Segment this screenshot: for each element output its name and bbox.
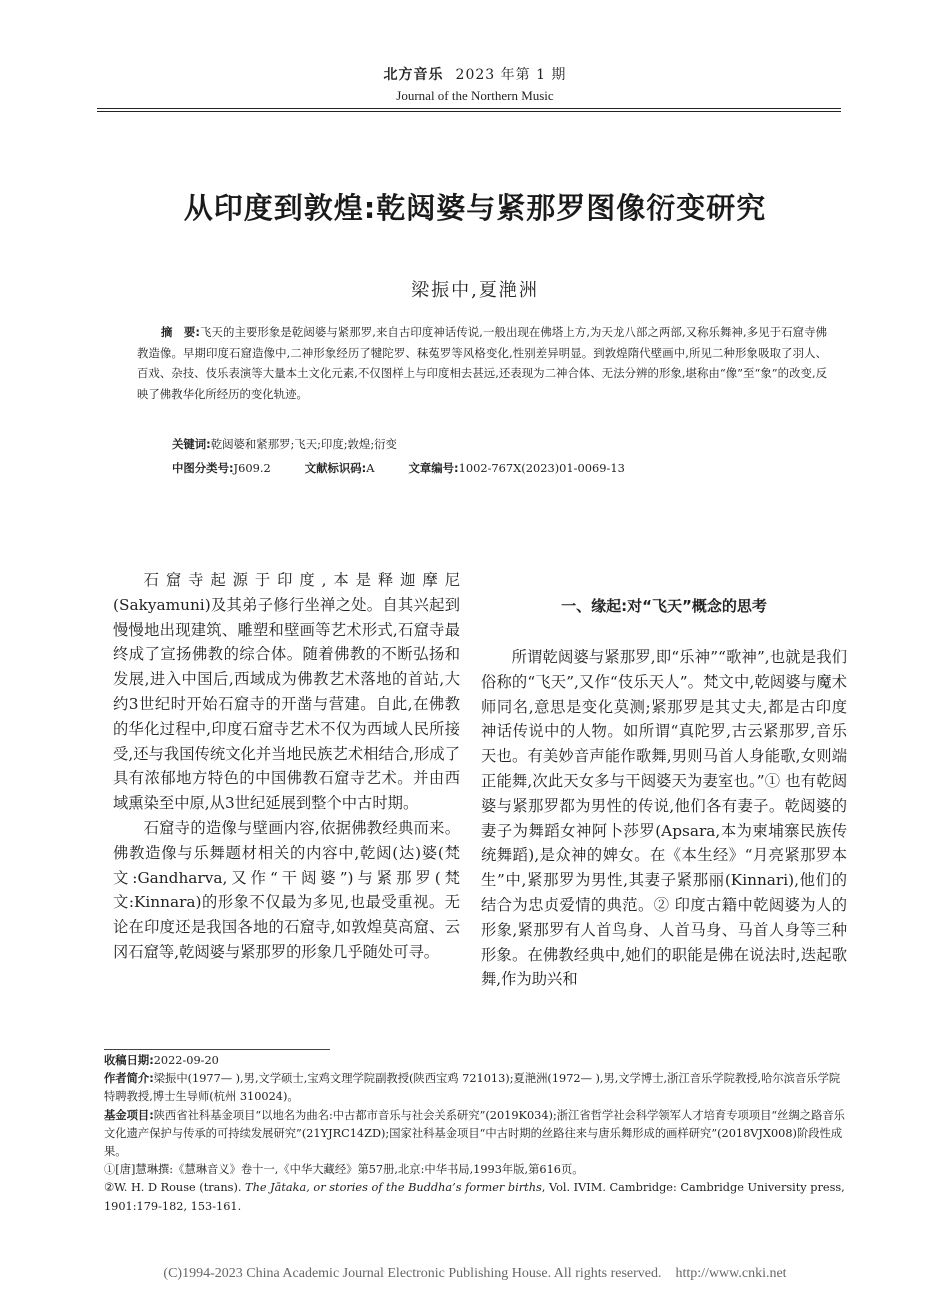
article-authors: 梁振中,夏滟洲 <box>411 280 539 301</box>
body-paragraph: 所谓乾闼婆与紧那罗,即“乐神”“歌神”,也就是我们俗称的“飞天”,又作“伎乐天人”。梵文中,乾闼婆与魔术师同名,意思是变化莫测;紧那罗是其丈夫,都是古印度神话传说中的人物。如所谓“真陀罗,古云紧那罗,音乐天也。有美妙音声能作歌舞,男则马首人身能歌,女则端正能舞,次此天女多与干闼婆天为妻室也。”① 也有乾闼婆与紧那罗都为男性的传说,他们各有妻子。乾闼婆的妻子为舞蹈女神阿卜莎罗(Apsara,本为柬埔寨民族传统舞蹈),是众神的婢女。在《本生经》“月亮紧那罗本生”中,紧那罗为男性,其妻子紧那丽(Kinnari),他们的结合为忠贞爱情的典范。② 印度古籍中乾闼婆为人的形象,紧那罗有人首鸟身、人首马身、马首人身等三种形象。在佛教经典中,她们的职能是佛在说法时,迭起歌舞,作为助兴和 <box>481 648 847 989</box>
footnote-2 <box>104 1179 848 1215</box>
copyright-line: (C)1994-2023 China Academic Journal Electronic Publishing House. All rights reserved. http://www.cnki.net <box>163 1266 787 1281</box>
author-bio-text: 梁振中(1977— ),男,文学硕士,宝鸡文理学院副教授(陕西宝鸡 721013);夏滟洲(1972— ),男,文学博士,浙江音乐学院教授,哈尔滨音乐学院特聘教授,博士生导师(杭州 310024)。 <box>104 1072 841 1104</box>
fund-text: 陕西省社科基金项目“以地名为曲名:中古都市音乐与社会关系研究”(2019K034);浙江省哲学社会科学领军人才培育专项项目“丝绸之路音乐文化遗产保护与传承的可持续发展研究”(21YJRC14ZD);国家社科基金项目“中古时期的丝路往来与唐乐舞形成的画样研究”(2018VJX008)阶段性成果。 <box>104 1108 845 1159</box>
clc-value: J609.2 <box>233 461 271 475</box>
footnote-2-part: ②W. H. D Rouse (trans). <box>104 1181 242 1195</box>
keywords-text: 乾闼婆和紧那罗;飞天;印度;敦煌;衍变 <box>210 437 397 451</box>
journal-name-english: Journal of the Northern Music <box>396 88 554 103</box>
article-title: 从印度到敦煌:乾闼婆与紧那罗图像衍变研究 <box>183 191 767 225</box>
doc-code-label: 文献标识码: <box>304 461 367 475</box>
footnote-1: ①[唐]慧琳撰:《慧琳音义》卷十一,《中华大藏经》第57册,北京:中华书局,1993年版,第616页。 <box>104 1163 584 1177</box>
classification-line <box>172 460 625 476</box>
footnote-rule <box>104 1049 330 1050</box>
received-value: 2022-09-20 <box>153 1054 219 1067</box>
received-date <box>104 1052 848 1070</box>
left-column <box>113 568 460 965</box>
abstract <box>137 322 827 404</box>
keywords-label: 关键词: <box>172 437 211 451</box>
doc-code-value: A <box>366 461 375 475</box>
clc-label: 中图分类号: <box>172 461 234 475</box>
header-rule <box>97 108 841 109</box>
journal-header <box>0 64 950 84</box>
received-label: 收稿日期: <box>104 1054 154 1067</box>
body-paragraph: 石窟寺起源于印度,本是释迦摩尼(Sakyamuni)及其弟子修行坐禅之处。自其兴起到慢慢地出现建筑、雕塑和壁画等艺术形式,石窟寺最终成了宣扬佛教的综合体。随着佛教的不断弘扬和发展,进入中国后,西域成为佛教艺术落地的首站,大约3世纪时开始石窟寺的开凿与营建。自此,在佛教的华化过程中,印度石窟寺艺术不仅为西域人民所接受,还与我国传统文化并当地民族艺术相结合,形成了具有浓郁地方特色的中国佛教石窟寺艺术。并由西域熏染至中原,从3世纪延展到整个中古时期。 <box>113 571 460 813</box>
body-paragraph: 石窟寺的造像与壁画内容,依据佛教经典而来。佛教造像与乐舞题材相关的内容中,乾闼(达)婆(梵文:Gandharva,又作“干闼婆”)与紧那罗(梵文:Kinnara)的形象不仅最为多见,也最受重视。无论在印度还是我国各地的石窟寺,如敦煌莫高窟、云冈石窟等,乾闼婆与紧那罗的形象几乎随处可寻。 <box>113 818 460 961</box>
footnote-2-part: , Vol. IVIM. Cambridge: Cambridge University press, 1901:179-182, 153-161. <box>104 1181 845 1213</box>
keywords <box>172 436 397 452</box>
journal-issue: 2023 年第 1 期 <box>455 67 567 83</box>
footnote-2-book-title: The Jātaka, or stories of the Buddha’s former births <box>245 1181 542 1195</box>
abstract-text: 飞天的主要形象是乾闼婆与紧那罗,来自古印度神话传说,一般出现在佛塔上方,为天龙八部之两部,又称乐舞神,多见于石窟寺佛教造像。早期印度石窟造像中,二神形象经历了犍陀罗、秣菟罗等风格变化,性别差异明显。到敦煌隋代壁画中,所见二种形象吸取了羽人、百戏、杂技、伎乐表演等大量本土文化元素,不仅图样上与印度相去甚远,还表现为二神合体、无法分辨的形象,堪称由“像”至“象”的改变,反映了佛教华化所经历的变化轨迹。 <box>137 325 827 401</box>
author-bio <box>104 1070 848 1106</box>
fund-info <box>104 1107 848 1162</box>
footnotes <box>104 1052 848 1216</box>
header-rule-second <box>97 111 841 112</box>
article-number-value: 1002-767X(2023)01-0069-13 <box>458 461 625 475</box>
abstract-label: 摘 要: <box>160 325 200 339</box>
journal-name: 北方音乐 <box>383 67 444 83</box>
fund-label: 基金项目: <box>104 1108 154 1122</box>
author-bio-label: 作者简介: <box>104 1072 154 1086</box>
section-heading: 一、缘起:对“飞天”概念的思考 <box>561 597 767 615</box>
right-column <box>481 645 847 992</box>
article-number-label: 文章编号: <box>408 461 459 475</box>
